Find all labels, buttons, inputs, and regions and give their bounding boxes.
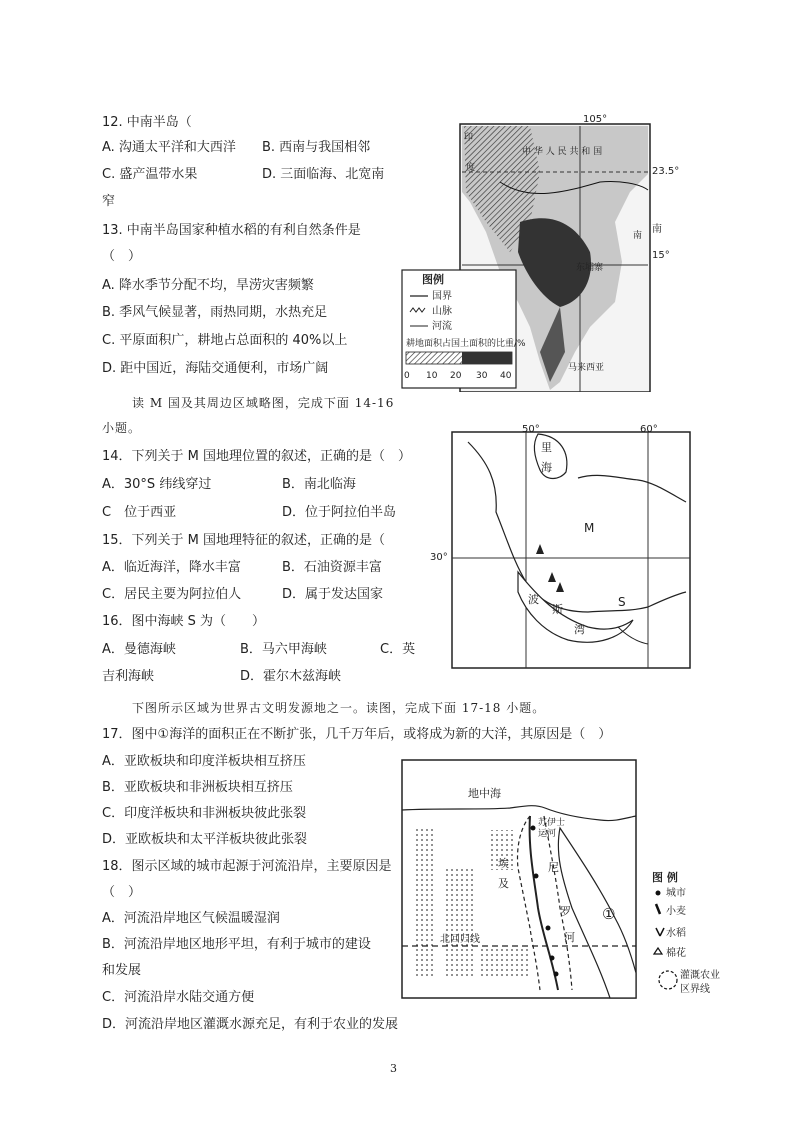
label-ji: 及 [498, 877, 509, 890]
q18-option-b: B．河流沿岸地区地形平坦，有利于城市的建设 [102, 937, 371, 952]
q14-option-b: B．南北临海 [282, 477, 356, 492]
label-suez-canal: 苏伊士运河 [538, 818, 566, 839]
label-hai: 海 [541, 461, 552, 474]
indochina-map [400, 112, 692, 392]
legend-tick-0: 0 [404, 371, 410, 381]
q18-option-a: A．河流沿岸地区气候温暖湿润 [102, 911, 280, 926]
q18-option-b-cont: 和发展 [102, 963, 142, 978]
label-mediterranean: 地中海 [468, 787, 501, 800]
intro-egypt: 下图所示区域为世界古文明发源地之一。读图，完成下面 17-18 小题。 [132, 701, 546, 715]
q18-option-d: D．河流沿岸地区灌溉水源充足，有利于农业的发展 [102, 1017, 399, 1032]
label-tropic: 北回归线 [440, 934, 480, 945]
legend-tick-40: 40 [500, 371, 512, 381]
q12-option-a: A. 沟通太平洋和大西洋 [102, 140, 236, 155]
q16-option-a: A．曼德海峡 [102, 642, 176, 657]
q13-paren: （ ） [102, 249, 142, 264]
page-number: 3 [390, 1062, 397, 1075]
q18-paren: （ ） [102, 885, 142, 900]
legend3-irrigation: 灌溉农业 [680, 970, 720, 981]
q13-option-c: C. 平原面积广，耕地占总面积的 40%以上 [102, 333, 348, 348]
q15-stem: 15．下列关于 M 国地理特征的叙述，正确的是（ [102, 533, 386, 548]
q12-option-d: D. 三面临海、北宽南 [262, 167, 385, 182]
q16-option-c-cont: 吉利海峡 [102, 669, 155, 684]
q18-option-c: C．河流沿岸水陆交通方便 [102, 990, 255, 1005]
egypt-map [400, 758, 730, 1000]
label-bo: 波 [528, 593, 539, 606]
lon-105: 105° [583, 114, 608, 125]
intro-m-line2: 小题。 [102, 421, 142, 435]
legend-river: 河流 [432, 321, 452, 332]
q13-option-b: B. 季风气候显著，雨热同期，水热充足 [102, 305, 328, 320]
q17-option-b: B．亚欧板块和非洲板块相互挤压 [102, 780, 293, 795]
q12-option-b: B. 西南与我国相邻 [262, 140, 371, 155]
q17-option-d: D．亚欧板块和太平洋板块彼此张裂 [102, 832, 308, 847]
label-si: 斯 [552, 603, 563, 616]
legend3-irrigation-2: 区界线 [680, 984, 710, 995]
q13-stem: 13. 中南半岛国家种植水稻的有利自然条件是 [102, 223, 361, 238]
label-malaysia: 马来西亚 [568, 363, 605, 373]
lat-23-5: 23.5° [652, 166, 680, 177]
label-luo: 罗 [560, 905, 571, 918]
q16-option-c: C．英 [380, 642, 416, 657]
q13-option-a: A. 降水季节分配不均，旱涝灾害频繁 [102, 278, 314, 293]
lat-h: 南 [652, 224, 662, 235]
lat-15: 15° [652, 250, 670, 261]
legend3-title: 图 例 [652, 871, 678, 884]
q16-option-b: B．马六甲海峡 [240, 642, 327, 657]
intro-m-line1: 读 M 国及其周边区域略图，完成下面 14-16 [132, 396, 395, 410]
q16-option-d: D．霍尔木兹海峡 [240, 669, 342, 684]
m-country-map [430, 422, 696, 670]
q16-stem: 16．图中海峡 S 为（ ） [102, 614, 266, 629]
legend3-rice: 水稻 [666, 928, 686, 939]
label-s: S [618, 595, 626, 609]
q12-stem: 12. 中南半岛（ [102, 115, 192, 130]
label-li: 里 [541, 441, 552, 454]
q14-option-a: A．30°S 纬线穿过 [102, 477, 212, 492]
label-m: M [584, 521, 595, 535]
label-circle-1: ① [602, 905, 616, 923]
q15-option-c: C．居民主要为阿拉伯人 [102, 587, 242, 602]
q15-option-d: D．属于发达国家 [282, 587, 384, 602]
legend-tick-20: 20 [450, 371, 462, 381]
legend-ratio: 耕地面积占国土面积的比重/% [406, 339, 526, 349]
q17-option-a: A．亚欧板块和印度洋板块相互挤压 [102, 754, 306, 769]
label-china: 中 华 人 民 共 和 国 [522, 147, 603, 157]
lon-60: 60° [640, 424, 658, 435]
legend-mountain: 山脉 [432, 306, 452, 317]
q14-option-d: D．位于阿拉伯半岛 [282, 505, 397, 520]
label-ai: 埃 [498, 857, 509, 870]
legend-tick-10: 10 [426, 371, 438, 381]
legend3-cotton: 棉花 [666, 948, 686, 959]
label-he: 河 [564, 931, 575, 944]
q15-option-b: B．石油资源丰富 [282, 560, 382, 575]
label-du: 度 [466, 163, 476, 173]
q15-option-a: A．临近海洋，降水丰富 [102, 560, 241, 575]
legend-border: 国界 [432, 291, 452, 302]
legend-tick-30: 30 [476, 371, 488, 381]
q17-option-c: C．印度洋板块和非洲板块彼此张裂 [102, 806, 307, 821]
q17-stem: 17．图中①海洋的面积正在不断扩张，几千万年后，或将成为新的大洋，其原因是（ ） [102, 727, 612, 742]
q13-option-d: D. 距中国近，海陆交通便利，市场广阔 [102, 361, 329, 376]
lat-30: 30° [430, 552, 448, 563]
lon-50: 50° [522, 424, 540, 435]
q18-stem: 18．图示区域的城市起源于河流沿岸，主要原因是 [102, 859, 392, 874]
legend-title: 图例 [422, 273, 444, 286]
label-cambodia: 东埔寨 [576, 263, 604, 273]
legend3-city: 城市 [666, 888, 686, 899]
q14-option-c: C 位于西亚 [102, 505, 177, 520]
q12-option-d-cont: 窄 [102, 194, 116, 209]
label-nan: 南 [633, 231, 643, 241]
q12-option-c: C. 盛产温带水果 [102, 167, 198, 182]
label-ni: 尼 [548, 861, 559, 874]
label-wan: 湾 [574, 623, 585, 636]
q14-stem: 14．下列关于 M 国地理位置的叙述，正确的是（ ） [102, 449, 412, 464]
legend3-wheat: 小麦 [666, 906, 686, 917]
label-yin: 印 [464, 133, 474, 143]
